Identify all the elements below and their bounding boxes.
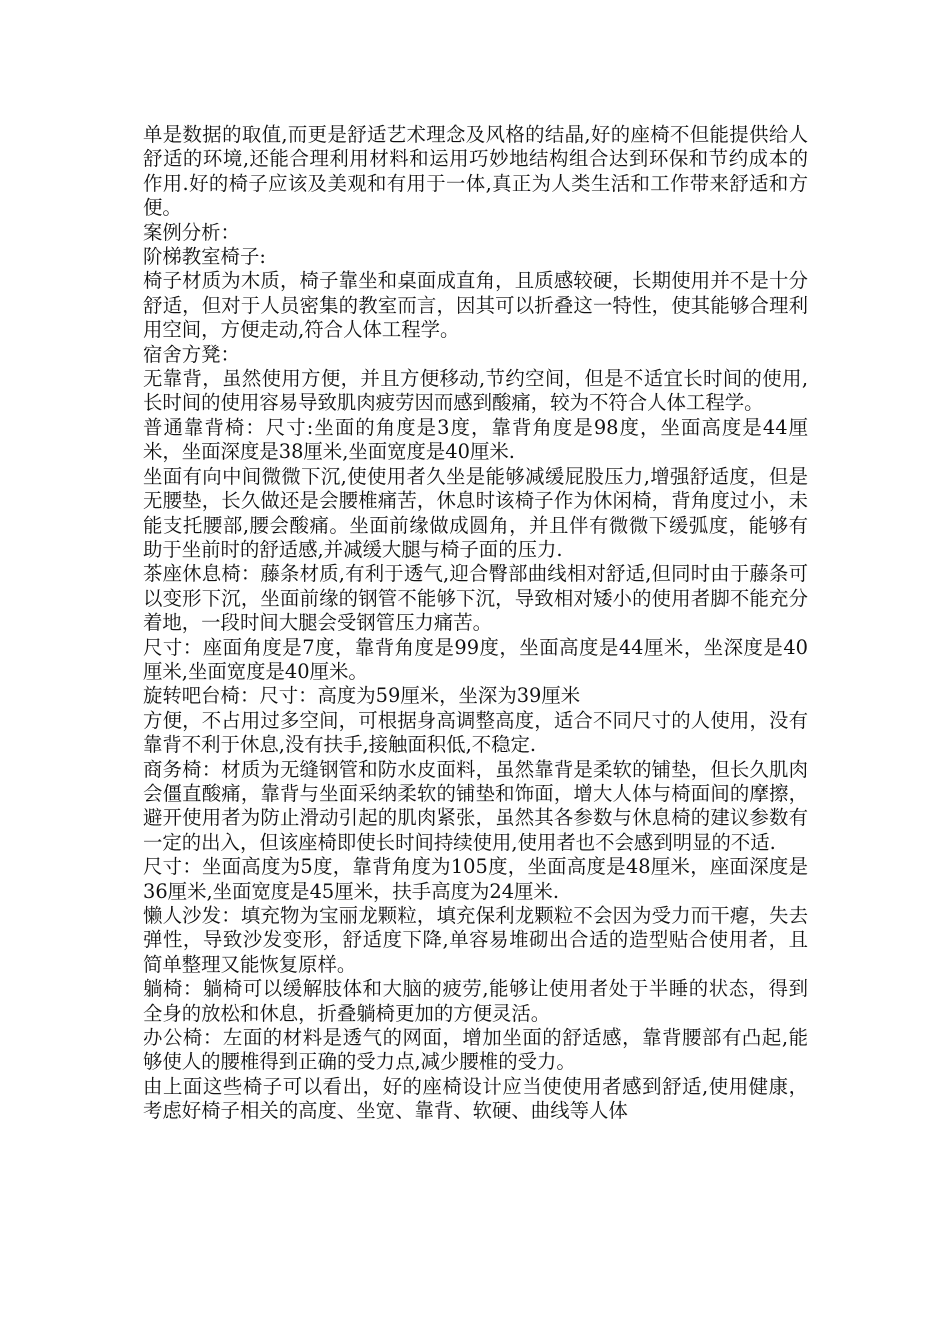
- paragraph-bar-stool-dimensions: 旋转吧台椅：尺寸：高度为59厘米，坐深为39厘米: [143, 684, 581, 708]
- heading-lecture-hall-chair: 阶梯教室椅子:: [143, 245, 266, 269]
- paragraph-lecture-hall-chair: 椅子材质为木质，椅子靠坐和桌面成直角，且质感较硬，长期使用并不是十分舒适，但对于人员密集的教室而言，因其可以折叠这一特性，使其能够合理利用空间，方便走动,符合人体工程学。: [143, 269, 808, 342]
- document-page: [143, 123, 808, 1124]
- paragraph-business-chair-dimensions: 尺寸：坐面高度为5度，靠背角度为105度，坐面高度是48厘米，座面深度是36厘米,坐面宽度是45厘米，扶手高度为24厘米.: [143, 855, 808, 903]
- paragraph-conclusion: 由上面这些椅子可以看出，好的座椅设计应当使使用者感到舒适,使用健康，考虑好椅子相关的高度、坐宽、靠背、软硬、曲线等人体: [143, 1074, 808, 1123]
- paragraph-recliner: 躺椅：躺椅可以缓解肢体和大脑的疲劳,能够让使用者处于半睡的状态，得到全身的放松和休息，折叠躺椅更加的方便灵活。: [143, 977, 808, 1025]
- paragraph-tea-chair: 茶座休息椅：藤条材质,有利于透气,迎合臀部曲线相对舒适,但同时由于藤条可以变形下沉，坐面前缘的钢管不能够下沉，导致相对矮小的使用者脚不能充分着地，一段时间大腿会受钢管压力痛苦。: [143, 562, 808, 635]
- paragraph-office-chair: 办公椅：左面的材料是透气的网面，增加坐面的舒适感，靠背腰部有凸起,能够使人的腰椎得到正确的受力点,减少腰椎的受力。: [143, 1026, 808, 1074]
- paragraph-tea-chair-dimensions: 尺寸：座面角度是7度，靠背角度是99度，坐面高度是44厘米，坐深度是40厘米,坐面宽度是40厘米。: [143, 635, 808, 683]
- paragraph-ordinary-chair-analysis: 坐面有向中间微微下沉,使使用者久坐是能够减缓屁股压力,增强舒适度，但是无腰垫，长久做还是会腰椎痛苦，休息时该椅子作为休闲椅，背角度过小，未能支托腰部,腰会酸痛。坐面前缘做成圆角，并且伴有微微下缓弧度，能够有助于坐前时的舒适感,并减缓大腿与椅子面的压力.: [143, 464, 808, 561]
- paragraph-intro-continued: 单是数据的取值,而更是舒适艺术理念及风格的结晶,好的座椅不但能提供给人舒适的环境,还能合理利用材料和运用巧妙地结构组合达到环保和节约成本的作用.好的椅子应该及美观和有用于一体,真正为人类生活和工作带来舒适和方便。: [143, 123, 808, 220]
- paragraph-bar-stool-analysis: 方便，不占用过多空间，可根据身高调整高度，适合不同尺寸的人使用，没有靠背不利于休息,没有扶手,接触面积低,不稳定.: [143, 708, 808, 757]
- paragraph-bean-bag: 懒人沙发：填充物为宝丽龙颗粒，填充保利龙颗粒不会因为受力而干瘪，失去弹性，导致沙发变形，舒适度下降,单容易堆砌出合适的造型贴合使用者，且简单整理又能恢复原样。: [143, 904, 808, 976]
- paragraph-ordinary-chair-dimensions: 普通靠背椅：尺寸:坐面的角度是3度，靠背角度是98度，坐面高度是44厘米，坐面深度是38厘米,坐面宽度是40厘米.: [143, 415, 808, 464]
- paragraph-business-chair: 商务椅：材质为无缝钢管和防水皮面料，虽然靠背是柔软的铺垫，但长久肌肉会僵直酸痛，靠背与坐面采纳柔软的铺垫和饰面，增大人体与椅面间的摩擦，避开使用者为防止滑动引起的肌肉紧张，虽然其各参数与休息椅的建议参数有一定的出入，但该座椅即使长时间持续使用,使用者也不会感到明显的不适.: [143, 757, 808, 854]
- heading-case-analysis: 案例分析：: [143, 220, 240, 244]
- paragraph-dorm-stool: 无靠背，虽然使用方便，并且方便移动,节约空间，但是不适宜长时间的使用,长时间的使用容易导致肌肉疲劳因而感到酸痛，较为不符合人体工程学。: [143, 367, 808, 415]
- heading-dorm-stool: 宿舍方凳：: [143, 342, 240, 366]
